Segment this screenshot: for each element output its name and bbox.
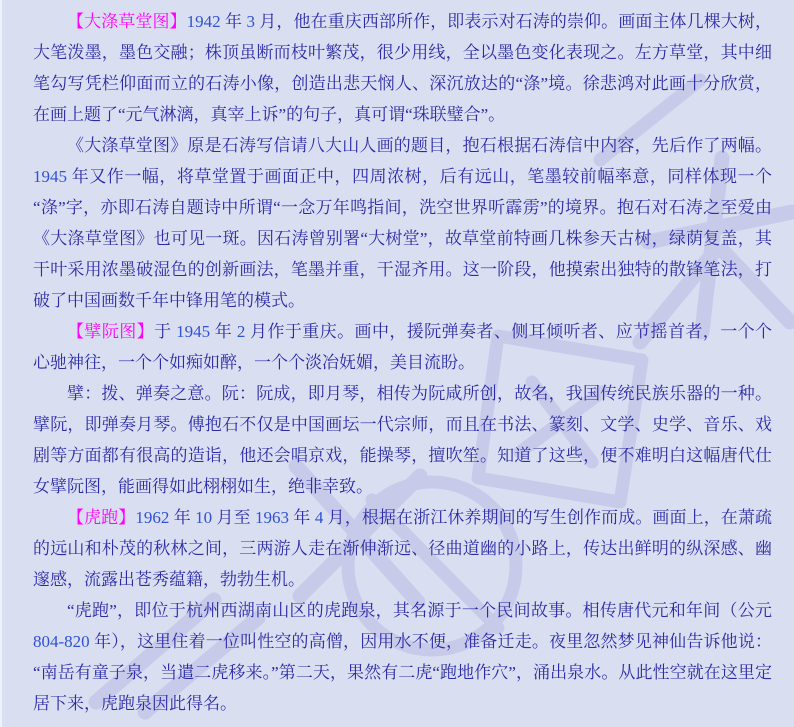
artwork-title: 【擘阮图】 xyxy=(67,322,155,341)
artwork-title: 【虎跑】 xyxy=(67,508,136,527)
paragraph xyxy=(33,595,772,719)
body-text: 年），这里住着一位叫性空的高僧，因用水不便，准备迁走。夜里忽然梦见神仙告诉他说：“南岳有童子泉，当遣二虎移来。”第二天，果然有二虎“跑地作穴”，涌出泉水。从此性空就在这里定居下来，虎跑泉因此得名。 xyxy=(33,632,772,713)
body-text: 月至 xyxy=(212,508,256,527)
body-text: “虎跑”，即位于杭州西湖南山区的虎跑泉，其名源于一个民间故事。相传唐代元和年间（公元 xyxy=(67,601,772,620)
paragraph xyxy=(33,378,772,502)
page-left-edge xyxy=(0,0,2,727)
paragraph xyxy=(33,502,772,595)
numeric-text: 10 xyxy=(195,508,213,527)
body-text: 月作于重庆。画中，援阮弹奏者、侧耳倾听者、应节摇首者，一个个心驰神往，一个个如痴如醉，一个个淡冶妩媚，美目流盼。 xyxy=(33,322,773,372)
numeric-text: 1942 xyxy=(186,12,221,31)
numeric-text: 3 xyxy=(246,12,255,31)
paragraph xyxy=(33,316,772,378)
numeric-text: 2 xyxy=(236,322,246,341)
body-text: 月，他在重庆西部所作，即表示对石涛的崇仰。画面主体几棵大树，大笔泼墨，墨色交融；株顶虽断而枝叶繁茂，很少用线，全以墨色变化表现之。左方草堂，其中细笔勾写凭栏仰面而立的石涛小像，创造出悲天悯人、深沉放达的“涤”境。徐悲鸿对此画十分欣赏，在画上题了“元气淋漓，真宰上诉”的句子，真可谓“珠联璧合”。 xyxy=(33,12,772,124)
numeric-text: 804-820 xyxy=(33,632,90,651)
numeric-text: 1945 xyxy=(176,322,211,341)
body-text: 于 xyxy=(154,322,177,341)
body-text: 年又作一幅，将草堂置于画面正中，四周浓树，后有远山，笔墨较前幅率意，同样体现一个“涤”字，亦即石涛自题诗中所谓“一念万年鸣指间，洗空世界听霹雳”的境界。抱石对石涛之至爱由《大涤草堂图》也可见一斑。因石涛曾别署“大树堂”，故草堂前特画几株参天古树，绿荫复盖，其干叶采用浓墨破湿色的创新画法，笔墨并重，干湿齐用。这一阶段，他摸索出独特的散锋笔法，打破了中国画数千年中锋用笔的模式。 xyxy=(33,167,772,310)
numeric-text: 1945 xyxy=(33,167,67,186)
body-text: 年 xyxy=(289,508,315,527)
numeric-text: 1963 xyxy=(255,508,290,527)
body-text: 擘：拨、弹奏之意。阮：阮成，即月琴，相传为阮咸所创，故名，我国传统民族乐器的一种。擘阮，即弹奏月琴。傅抱石不仅是中国画坛一代宗师，而且在书法、篆刻、文学、史学、音乐、戏剧等方面都有很高的造诣，他还会唱京戏，能操琴，擅吹笙。知道了这些，便不难明白这幅唐代仕女擘阮图，能画得如此栩栩如生，绝非幸致。 xyxy=(33,384,772,496)
numeric-text: 1962 xyxy=(135,508,170,527)
body-text: 《大涤草堂图》原是石涛写信请八大山人画的题目，抱石根据石涛信中内容，先后作了两幅。 xyxy=(67,136,772,155)
paragraph xyxy=(33,130,772,316)
body-text: 年 xyxy=(169,508,196,527)
body-text: 年 xyxy=(220,12,247,31)
artwork-title: 【大涤草堂图】 xyxy=(67,12,187,31)
body-text: 月，根据在浙江休养期间的写生创作而成。画面上，在萧疏的远山和朴茂的秋林之间，三两游人走在渐伸渐远、径曲道幽的小路上，传达出鲜明的纵深感、幽邃感，流露出苍秀蕴籍，勃勃生机。 xyxy=(33,508,772,589)
body-text: 年 xyxy=(210,322,237,341)
paragraph xyxy=(33,6,772,130)
numeric-text: 4 xyxy=(314,508,324,527)
